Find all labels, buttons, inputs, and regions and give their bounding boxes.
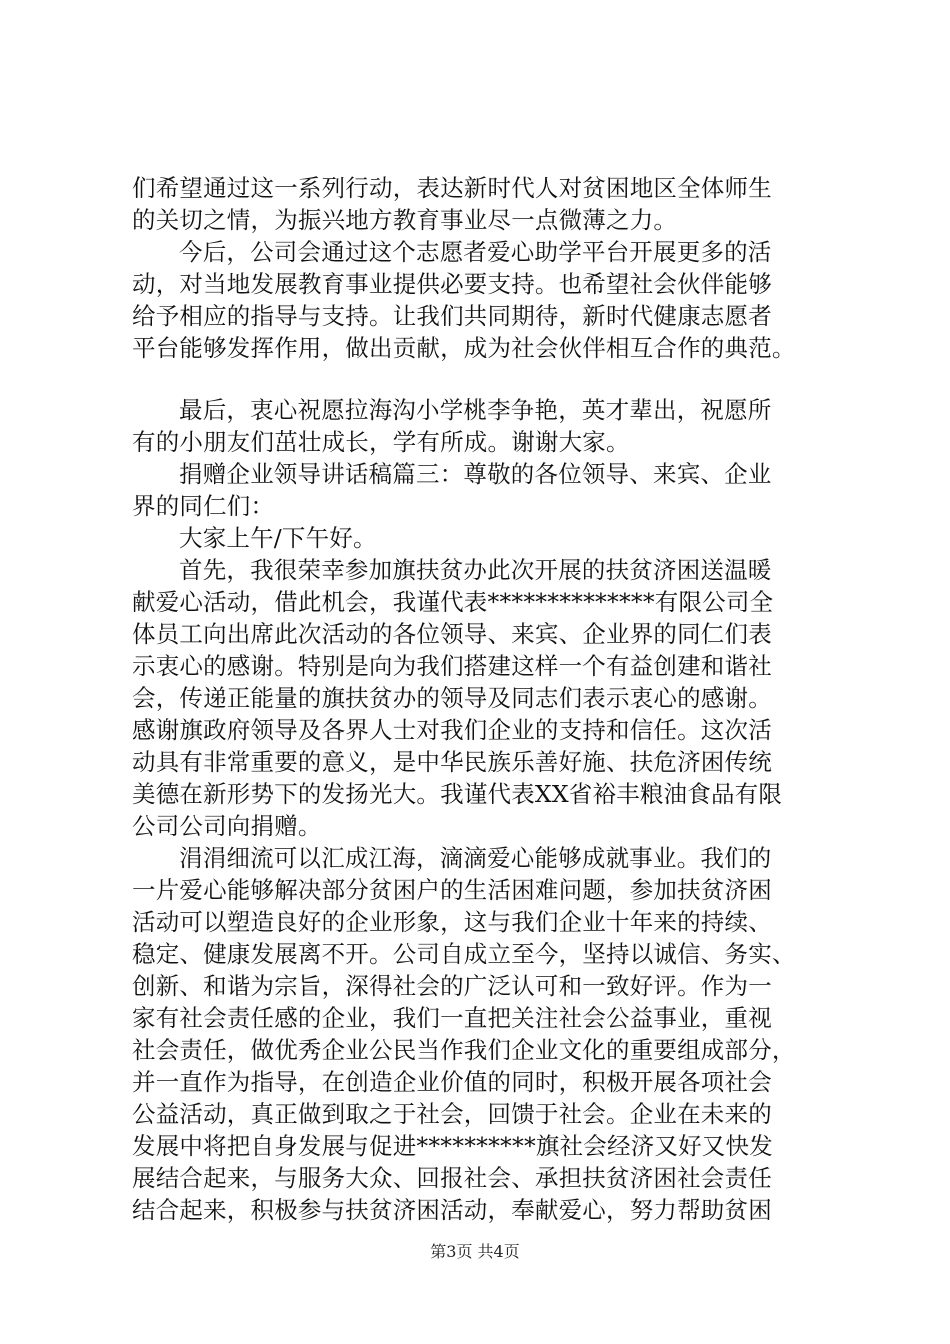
text-line: 公益活动，真正做到取之于社会，回馈于社会。企业在未来的 — [132, 1100, 772, 1128]
text-line: 一片爱心能够解决部分贫困户的生活困难问题，参加扶贫济困 — [132, 876, 772, 904]
text-line: 并一直作为指导，在创造企业价值的同时，积极开展各项社会 — [132, 1068, 772, 1096]
text-line: 社会责任，做优秀企业公民当作我们企业文化的重要组成部分， — [132, 1036, 796, 1064]
text-line: 感谢旗政府领导及各界人士对我们企业的支持和信任。这次活 — [132, 716, 772, 744]
text-line: 平台能够发挥作用，做出贡献，成为社会伙伴相互合作的典范。 — [132, 334, 796, 362]
text-line: 捐赠企业领导讲话稿篇三：尊敬的各位领导、来宾、企业 — [179, 460, 772, 488]
text-line: 体员工向出席此次活动的各位领导、来宾、企业界的同仁们表 — [132, 620, 772, 648]
text-line: 会，传递正能量的旗扶贫办的领导及同志们表示衷心的感谢。 — [132, 684, 772, 712]
text-line: 稳定、健康发展离不开。公司自成立至今，坚持以诚信、务实、 — [132, 940, 796, 968]
text-line: 的关切之情，为振兴地方教育事业尽一点微薄之力。 — [132, 206, 678, 234]
text-line: 公司公司向捐赠。 — [132, 812, 322, 840]
text-line: 们希望通过这一系列行动，表达新时代人对贫困地区全体师生 — [132, 174, 772, 202]
text-line: 有的小朋友们茁壮成长，学有所成。谢谢大家。 — [132, 428, 630, 456]
text-line: 展结合起来，与服务大众、回报社会、承担扶贫济困社会责任 — [132, 1164, 772, 1192]
text-line: 动，对当地发展教育事业提供必要支持。也希望社会伙伴能够 — [132, 270, 772, 298]
text-line: 家有社会责任感的企业，我们一直把关注社会公益事业，重视 — [132, 1004, 772, 1032]
page-footer: 第3页 共4页 — [430, 1242, 520, 1261]
text-line: 动具有非常重要的意义，是中华民族乐善好施、扶危济困传统 — [132, 748, 772, 776]
text-line: 最后，衷心祝愿拉海沟小学桃李争艳，英才辈出，祝愿所 — [179, 396, 772, 424]
text-line: 涓涓细流可以汇成江海，滴滴爱心能够成就事业。我们的 — [179, 844, 772, 872]
text-line: 发展中将把自身发展与促进**********旗社会经济又好又快发 — [132, 1132, 773, 1160]
text-line: 给予相应的指导与支持。让我们共同期待，新时代健康志愿者 — [132, 302, 772, 330]
blank-line — [132, 364, 832, 394]
text-line: 示衷心的感谢。特别是向为我们搭建这样一个有益创建和谐社 — [132, 652, 772, 680]
text-line: 创新、和谐为宗旨，深得社会的广泛认可和一致好评。作为一 — [132, 972, 772, 1000]
text-line: 大家上午/下午好。 — [179, 524, 377, 552]
text-line: 今后，公司会通过这个志愿者爱心助学平台开展更多的活 — [179, 238, 772, 266]
text-line: 献爱心活动，借此机会，我谨代表**************有限公司全 — [132, 588, 774, 616]
text-line: 首先，我很荣幸参加旗扶贫办此次开展的扶贫济困送温暖 — [179, 556, 772, 584]
text-line: 美德在新形势下的发扬光大。我谨代表XX省裕丰粮油食品有限 — [132, 780, 783, 808]
document-body — [132, 172, 832, 1226]
text-line: 界的同仁们： — [132, 492, 275, 520]
text-line: 活动可以塑造良好的企业形象，这与我们企业十年来的持续、 — [132, 908, 772, 936]
text-line: 结合起来，积极参与扶贫济困活动，奉献爱心，努力帮助贫困 — [132, 1196, 772, 1224]
